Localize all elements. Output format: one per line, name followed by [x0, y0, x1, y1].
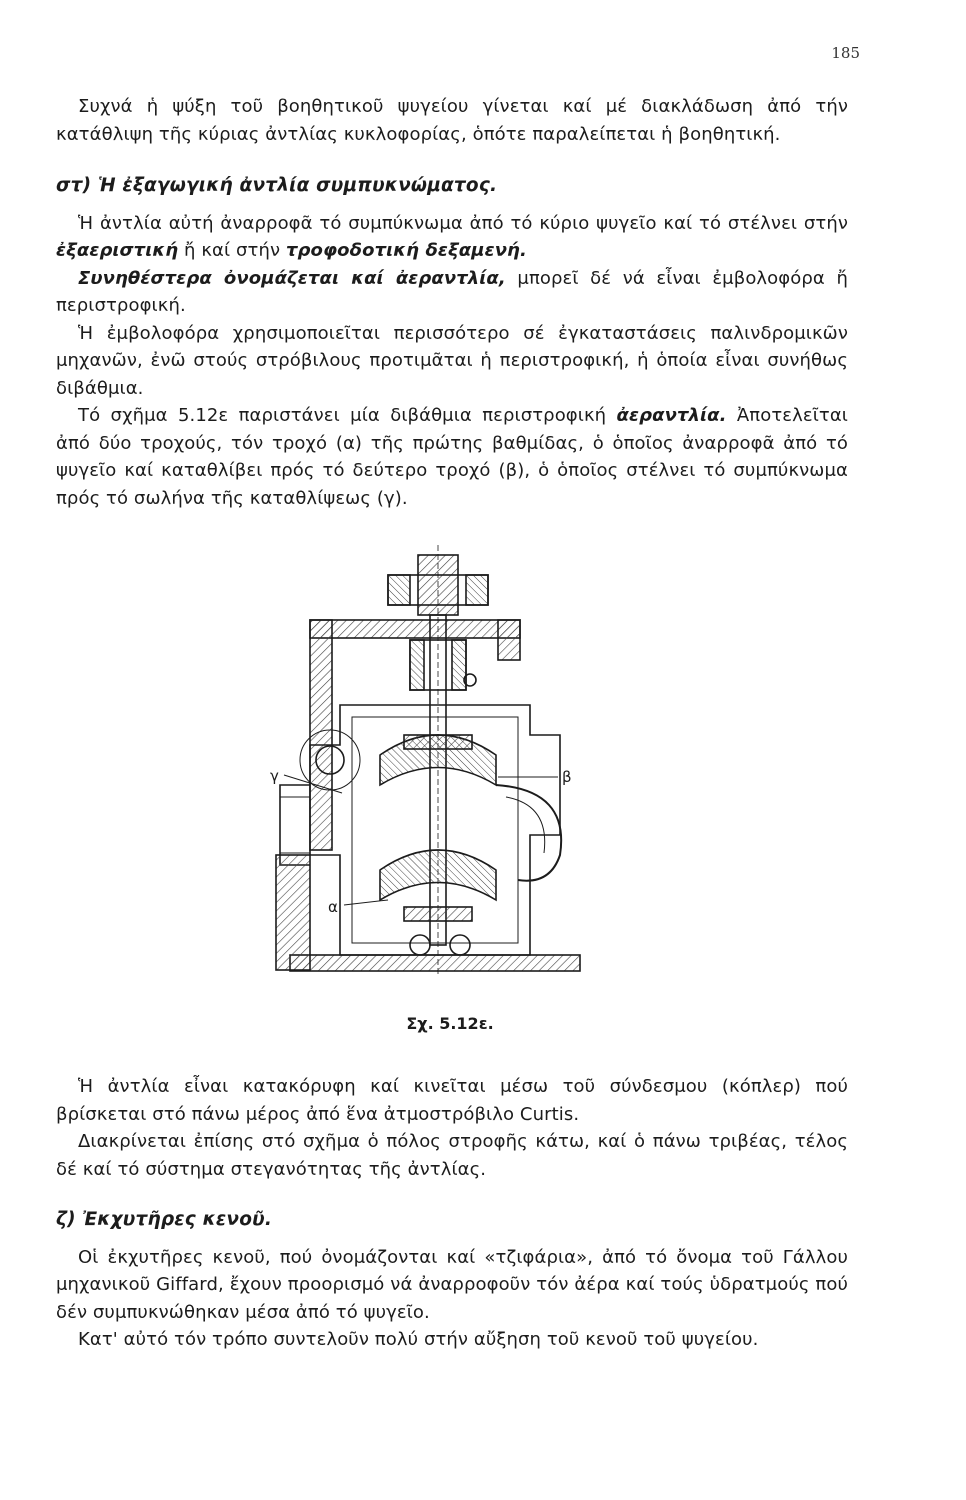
intro-paragraph: Συχνά ἡ ψύξη τοῦ βοηθητικοῦ ψυγείου γίνεται καί μέ διακλάδωση ἀπό τήν κατάθλιψη τῆς κύριας ἀντλίας κυκλοφορίας, ὁπότε παραλείπεται ἡ βοηθητική.	[56, 96, 848, 145]
section-st-paragraph-4	[56, 402, 848, 512]
section-st-marker: στ)	[56, 175, 92, 196]
label-gamma: γ	[270, 767, 279, 785]
after-figure-paragraph-1: Ἡ ἀντλία εἶναι κατακόρυφη καί κινεῖται μέσω τοῦ σύνδεσμου (κόπλερ) πού βρίσκεται στό πάνω μέρος ἀπό ἕνα ἀτμοστρόβιλο Curtis.	[56, 1076, 848, 1125]
section-st-title: Ἡ ἐξαγωγική ἀντλία συμπυκνώματος.	[97, 175, 498, 196]
after-figure-paragraph-2: Διακρίνεται ἐπίσης στό σχῆμα ὁ πόλος στροφῆς κάτω, καί ὁ πάνω τριβέας, τέλος δέ καί τό σύστημα στεγανότητας τῆς ἀντλίας.	[56, 1131, 848, 1180]
text-run: μπορεῖ δέ νά εἶναι ἐμβολοφόρα ἤ περιστροφική.	[56, 267, 848, 316]
term-trofodotiki: τροφοδοτική δεξαμενή.	[285, 240, 527, 261]
term-aerantlia-2: ἀεραντλία.	[616, 405, 727, 426]
label-alpha: α	[328, 898, 338, 916]
section-z-title: Ἐκχυτῆρες κενοῦ.	[82, 1209, 273, 1230]
section-st-heading	[56, 172, 848, 200]
term-exaeristiki: ἐξαεριστική	[56, 240, 179, 261]
pump-cross-section-figure	[270, 535, 610, 995]
section-st-paragraph-1	[56, 210, 848, 265]
page-number: 185	[831, 44, 860, 62]
after-figure-block	[56, 1073, 848, 1183]
section-z-block	[56, 1206, 848, 1354]
section-st-paragraph-3: Ἡ ἐμβολοφόρα χρησιμοποιεῖται περισσότερο σέ ἐγκαταστάσεις παλινδρομικῶν μηχανῶν, ἐνῶ στούς στρόβιλους προτιμᾶται ἡ περιστροφική, ἡ ὁποία εἶναι συνήθως διβάθμια.	[56, 322, 848, 399]
figure-caption: Σχ. 5.12ε.	[406, 1014, 494, 1033]
section-z-paragraph-1: Οἱ ἐκχυτῆρες κενοῦ, πού ὀνομάζονται καί «τζιφάρια», ἀπό τό ὄνομα τοῦ Γάλλου μηχανικοῦ Giffard, ἔχουν προορισμό νά ἀναρροφοῦν τόν ἀέρα καί τούς ὑδρατμούς πού δέν συμπυκνώθηκαν μέσα ἀπό τό ψυγεῖο.	[56, 1246, 848, 1323]
section-st-block	[56, 172, 848, 512]
section-z-paragraph-2: Κατ' αὐτό τόν τρόπο συντελοῦν πολύ στήν αὔξηση τοῦ κενοῦ τοῦ ψυγείου.	[78, 1329, 759, 1350]
section-z-marker: ζ)	[56, 1209, 76, 1230]
section-z-heading	[56, 1206, 848, 1234]
intro-paragraph-block	[56, 93, 848, 148]
section-st-paragraph-2	[56, 265, 848, 320]
term-aerantlia: Συνηθέστερα ὀνομάζεται καί ἀεραντλία,	[78, 267, 506, 289]
text-run: Τό σχῆμα 5.12ε παριστάνει μία διβάθμια περιστροφική	[78, 405, 617, 426]
text-run: Ἡ ἀντλία αὐτή ἀναρροφᾶ τό συμπύκνωμα ἀπό τό κύριο ψυγεῖο καί τό στέλνει στήν	[78, 212, 848, 234]
text-run: Ἀποτελεῖται ἀπό δύο τροχούς, τόν τροχό (α) τῆς πρώτης βαθμίδας, ὁ ὁποῖος ἀναρροφᾶ ἀπό τό ψυγεῖο καί καταθλίβει πρός τό δεύτερο τροχό (β), ὁ ὁποῖος στέλνει τό συμπύκνωμα πρός τό σωλήνα τῆς καταθλίψεως (γ).	[56, 405, 848, 509]
text-run: ἤ καί στήν	[178, 240, 286, 261]
label-beta: β	[562, 768, 572, 786]
